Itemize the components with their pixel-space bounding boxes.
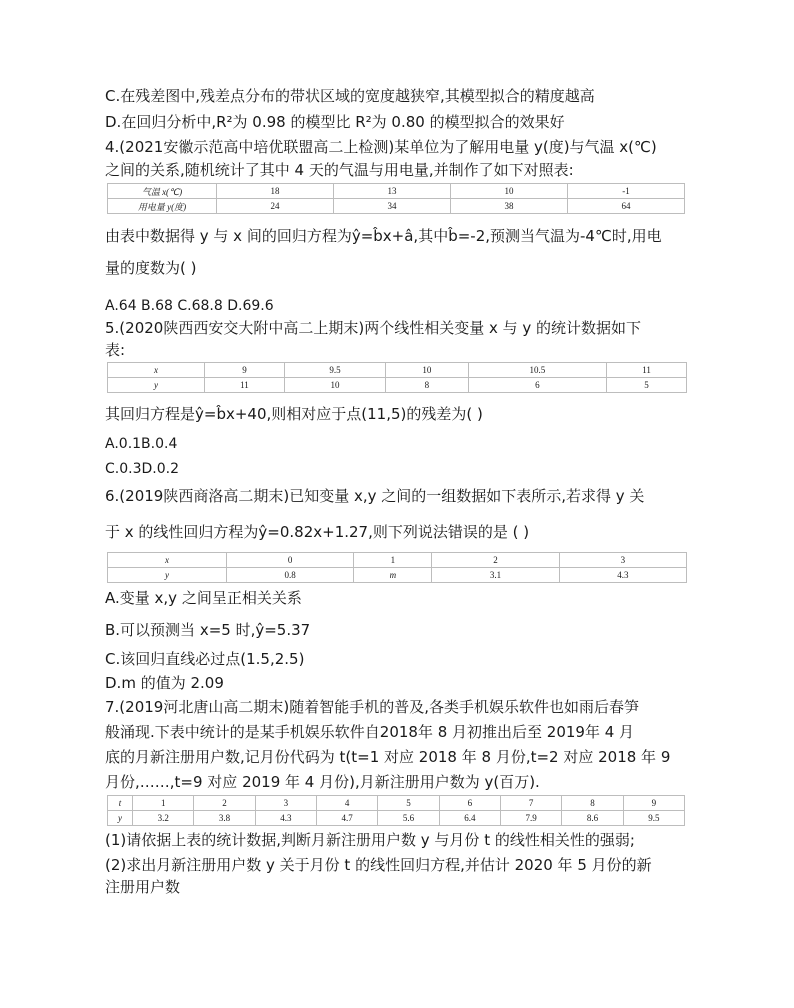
table-cell: 7.9 [501, 811, 562, 826]
table-cell: 38 [451, 199, 568, 214]
table-cell: t [108, 796, 133, 811]
question-6-stem-cont: 于 x 的线性回归方程为ŷ=0.82x+1.27,则下列说法错误的是 ( ) [105, 523, 530, 541]
question-6-option-a: A.变量 x,y 之间呈正相关关系 [105, 589, 302, 607]
table-cell: y [108, 568, 227, 583]
table-cell: 6 [439, 796, 500, 811]
table-cell: 1 [354, 553, 432, 568]
question-4-stem: 4.(2021安徽示范高中培优联盟高二上检测)某单位为了解用电量 y(度)与气温 x(℃) [105, 138, 657, 156]
table-cell: -1 [568, 184, 685, 199]
table-cell: 11 [607, 363, 687, 378]
table-row [108, 553, 687, 568]
table-cell: 3.1 [432, 568, 559, 583]
table-cell: x [108, 363, 205, 378]
table-cell: 9.5 [623, 811, 684, 826]
table-cell: m [354, 568, 432, 583]
x-y-m-table [107, 552, 687, 583]
question-4-options: A.64 B.68 C.68.8 D.69.6 [105, 298, 274, 314]
table-cell: 8 [386, 378, 469, 393]
table-cell: 5 [607, 378, 687, 393]
question-6-option-b: B.可以预测当 x=5 时,ŷ=5.37 [105, 621, 311, 639]
table-cell: 0.8 [227, 568, 354, 583]
table-cell: 3.8 [194, 811, 255, 826]
table-cell: 34 [334, 199, 451, 214]
question-5-options-cd: C.0.3D.0.2 [105, 461, 179, 477]
table-cell: 4.3 [559, 568, 686, 583]
table-cell: 5.6 [378, 811, 439, 826]
table-row [108, 199, 685, 214]
question-4-ask: 量的度数为( ) [105, 259, 197, 277]
x-y-data-table [107, 362, 687, 393]
table-cell: 6 [468, 378, 606, 393]
question-7-part-2: (2)求出月新注册用户数 y 关于月份 t 的线性回归方程,并估计 2020 年 5 月份的新 [105, 856, 652, 874]
question-4-regression-text: 由表中数据得 y 与 x 间的回归方程为ŷ=b̂x+â,其中b̂=-2,预测当气温为-4℃时,用电 [105, 227, 662, 245]
question-6-stem: 6.(2019陕西商洛高二期末)已知变量 x,y 之间的一组数据如下表所示,若求得 y 关 [105, 487, 645, 505]
table-cell: 8.6 [562, 811, 623, 826]
table-cell: 18 [217, 184, 334, 199]
table-cell: 3 [559, 553, 686, 568]
question-7-part-2-cont: 注册用户数 [105, 878, 181, 896]
table-cell: 10 [451, 184, 568, 199]
option-d-r2-text: D.在回归分析中,R²为 0.98 的模型比 R²为 0.80 的模型拟合的效果好 [105, 113, 565, 131]
table-cell: 64 [568, 199, 685, 214]
table-cell: 3 [255, 796, 316, 811]
table-cell: 4.3 [255, 811, 316, 826]
table-cell: 11 [205, 378, 285, 393]
table-cell: 10 [386, 363, 469, 378]
table-row [108, 568, 687, 583]
question-5-stem: 5.(2020陕西西安交大附中高二上期末)两个线性相关变量 x 与 y 的统计数据如下 [105, 319, 642, 337]
monthly-users-table [107, 795, 685, 826]
question-5-options-ab: A.0.1B.0.4 [105, 436, 178, 452]
question-6-option-c: C.该回归直线必过点(1.5,2.5) [105, 650, 305, 668]
table-cell: x [108, 553, 227, 568]
table-cell: 1 [133, 796, 194, 811]
question-7-stem-2: 般涌现.下表中统计的是某手机娱乐软件自2018年 8 月初推出后至 2019年 4 月 [105, 723, 635, 741]
table-cell: 10.5 [468, 363, 606, 378]
table-cell: 8 [562, 796, 623, 811]
table-cell: 2 [432, 553, 559, 568]
question-7-part-1: (1)请依据上表的统计数据,判断月新注册用户数 y 与月份 t 的线性相关性的强弱; [105, 831, 635, 849]
question-4-stem-cont: 之间的关系,随机统计了其中 4 天的气温与用电量,并制作了如下对照表: [105, 161, 574, 179]
table-cell: 9.5 [284, 363, 385, 378]
table-cell: y [108, 811, 133, 826]
option-c-residual-text: C.在残差图中,残差点分布的带状区域的宽度越狭窄,其模型拟合的精度越高 [105, 87, 595, 105]
table-cell: 5 [378, 796, 439, 811]
question-5-stem-cont: 表: [105, 341, 126, 359]
table-cell: y [108, 378, 205, 393]
table-cell: 13 [334, 184, 451, 199]
temperature-electricity-table [107, 183, 685, 214]
table-cell: 2 [194, 796, 255, 811]
table-row [108, 378, 687, 393]
table-cell: 3.2 [133, 811, 194, 826]
question-7-stem-3: 底的月新注册用户数,记月份代码为 t(t=1 对应 2018 年 8 月份,t=2 对应 2018 年 9 [105, 748, 671, 766]
table-cell: 9 [623, 796, 684, 811]
table-cell: 9 [205, 363, 285, 378]
table-cell: 24 [217, 199, 334, 214]
table-row [108, 811, 685, 826]
question-7-stem: 7.(2019河北唐山高二期末)随着智能手机的普及,各类手机娱乐软件也如雨后春笋 [105, 698, 639, 716]
table-cell: 用电量 y(度) [108, 199, 217, 214]
table-cell: 7 [501, 796, 562, 811]
table-row [108, 363, 687, 378]
question-5-residual-text: 其回归方程是ŷ=b̂x+40,则相对应于点(11,5)的残差为( ) [105, 405, 483, 423]
table-cell: 4.7 [317, 811, 378, 826]
table-cell: 0 [227, 553, 354, 568]
table-cell: 4 [317, 796, 378, 811]
table-cell: 6.4 [439, 811, 500, 826]
table-cell: 10 [284, 378, 385, 393]
table-row [108, 184, 685, 199]
question-7-stem-4: 月份,……,t=9 对应 2019 年 4 月份),月新注册用户数为 y(百万). [105, 773, 540, 791]
table-row [108, 796, 685, 811]
question-6-option-d: D.m 的值为 2.09 [105, 674, 224, 692]
table-cell: 气温 x(℃) [108, 184, 217, 199]
